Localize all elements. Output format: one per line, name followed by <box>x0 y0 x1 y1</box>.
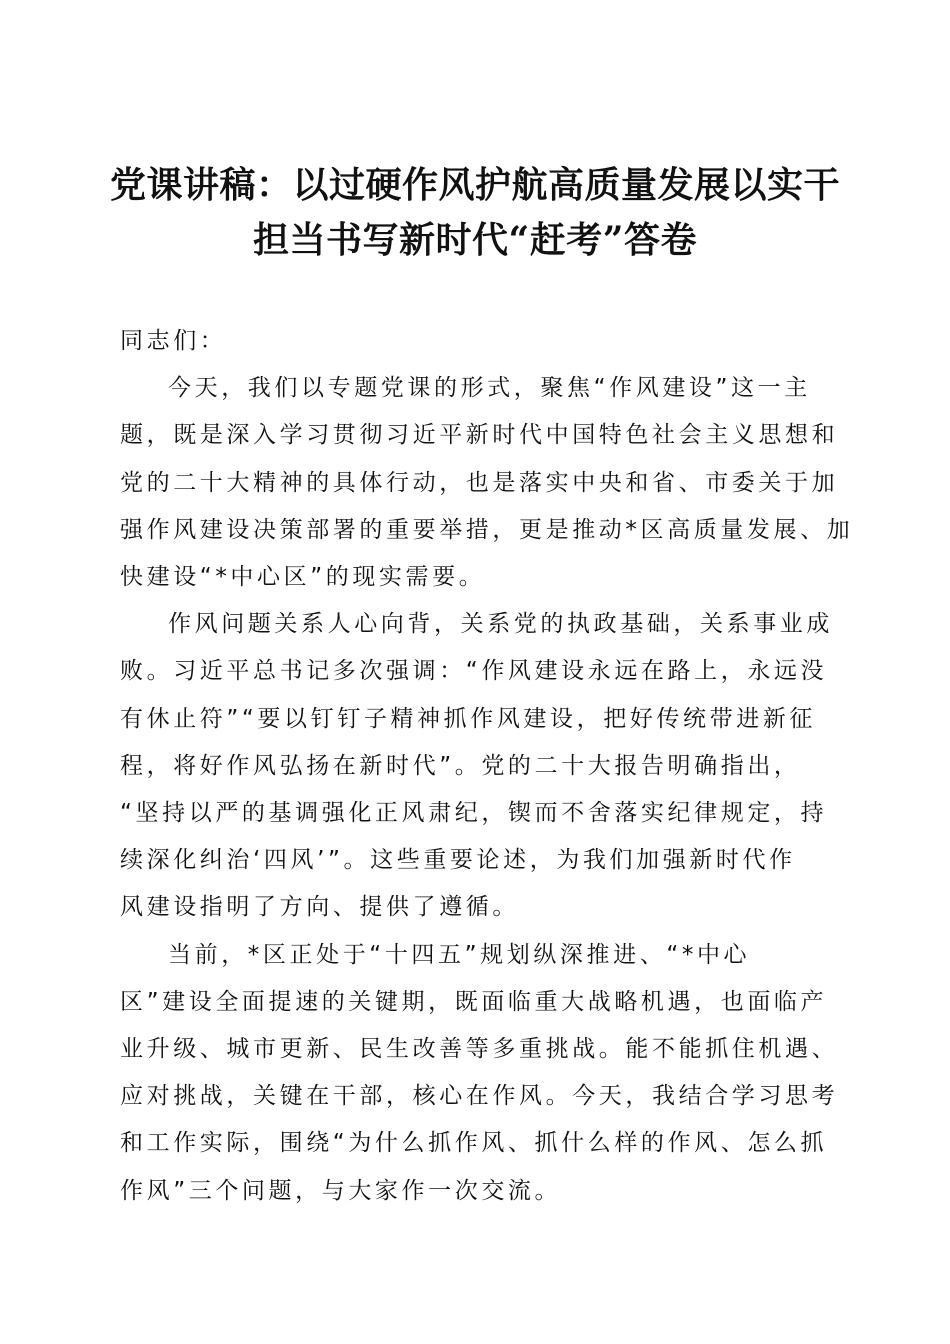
paragraph-line: 题，既是深入学习贯彻习近平新时代中国特色社会主义思想和 <box>120 422 839 449</box>
paragraph-line: 党的二十大精神的具体行动，也是落实中央和省、市委关于加 <box>120 469 839 496</box>
paragraph-1 <box>120 365 854 601</box>
document-title <box>100 158 850 268</box>
paragraph-line: 当前，*区正处于“十四五”规划纵深推进、“*中心 <box>168 941 751 968</box>
paragraph-line: 区”建设全面提速的关键期，既面临重大战略机遇，也面临产 <box>120 988 828 1015</box>
paragraph-line: 强作风建设决策部署的重要举措，更是推动*区高质量发展、加 <box>120 516 854 543</box>
paragraph-line: 续深化纠治‘四风’”。这些重要论述，为我们加强新时代作 <box>120 847 796 874</box>
paragraph-line: 程，将好作风弘扬在新时代”。党的二十大报告明确指出， <box>120 752 801 779</box>
paragraph-line: 今天，我们以专题党课的形式，聚焦“作风建设”这一主 <box>168 375 811 402</box>
paragraph-line: 有休止符”“要以钉钉子精神抓作风建设，把好传统带进新征 <box>120 705 817 732</box>
paragraph-line: 快建设“*中心区”的现实需要。 <box>120 564 486 591</box>
paragraph-line: 应对挑战，关键在干部，核心在作风。今天，我结合学习思考 <box>120 1083 839 1110</box>
paragraph-line: 败。习近平总书记多次强调：“作风建设永远在路上，永远没 <box>120 658 828 685</box>
paragraph-2 <box>120 601 833 931</box>
salutation: 同志们： <box>120 328 227 354</box>
paragraph-line: 风建设指明了方向、提供了遵循。 <box>120 894 519 921</box>
paragraph-line: 作风问题关系人心向背，关系党的执政基础，关系事业成 <box>168 611 833 638</box>
title-line-2: 担当书写新时代“赶考”答卷 <box>253 219 697 261</box>
paragraph-line: 作风”三个问题，与大家作一次交流。 <box>120 1177 562 1204</box>
paragraph-3 <box>120 932 839 1215</box>
paragraph-line: “坚持以严的基调强化正风肃纪，锲而不舍落实纪律规定，持 <box>120 800 828 827</box>
paragraph-line: 和工作实际，围绕“为什么抓作风、抓什么样的作风、怎么抓 <box>120 1130 828 1157</box>
document-body <box>120 318 854 1215</box>
title-line-1: 党课讲稿：以过硬作风护航高质量发展以实干 <box>109 164 840 206</box>
paragraph-line: 业升级、城市更新、民生改善等多重挑战。能不能抓住机遇、 <box>120 1036 839 1063</box>
